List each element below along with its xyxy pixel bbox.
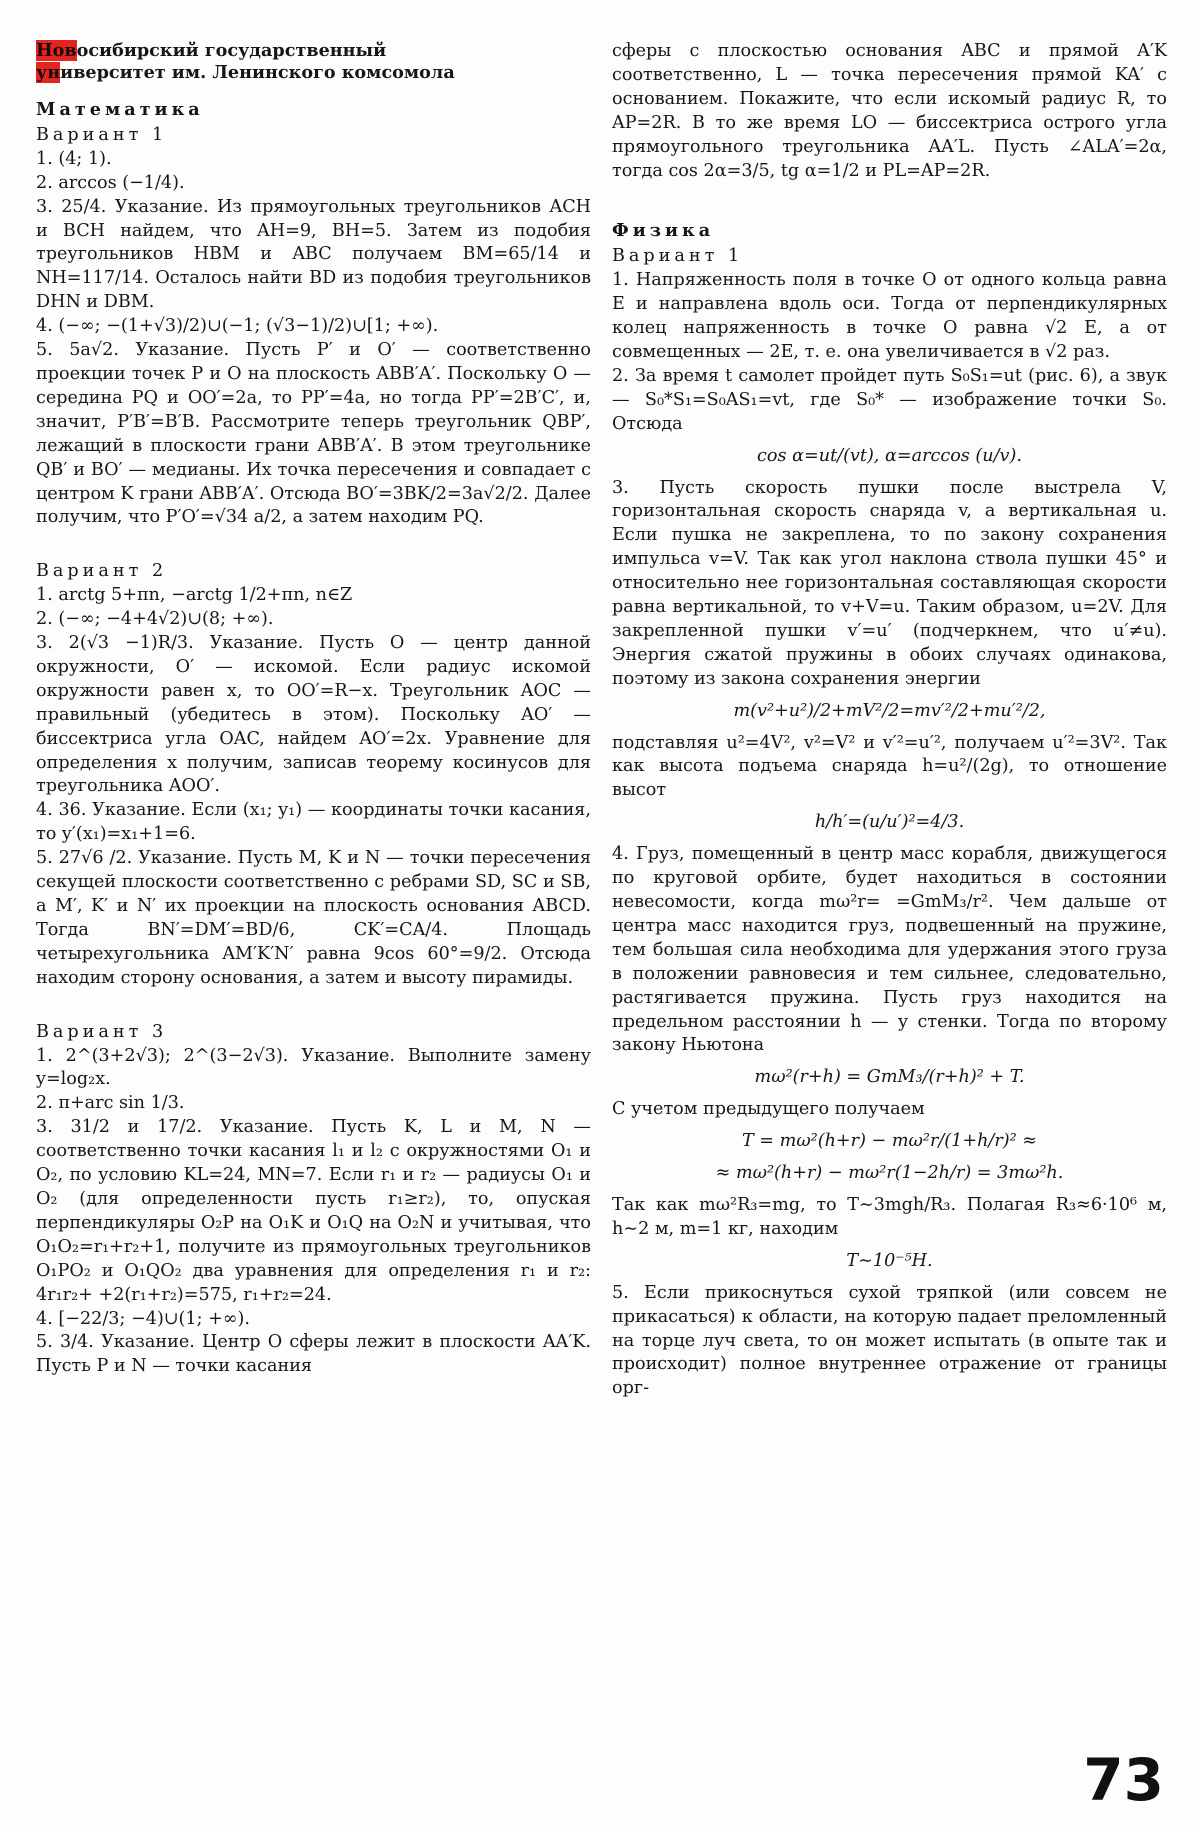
header-red-mark: Нов [36,40,77,61]
physics-answer: 5. Если прикоснуться сухой тряпкой (или совсем не прикасаться) к области, на которую падает преломленный на торце луч света, то он может испытать (в опыте так и происходит) полное внутреннее отражение от границы орг- [612,1282,1167,1399]
answer-item: 3. 31/2 и 17/2. Указание. Пусть K, L и M, N — соответственно точки касания l₁ и l₂ с окружностями O₁ и O₂, по условию KL=24, MN=7. Если r₁ и r₂ — радиусы O₁ и O₂ (для определенности пусть r₁≥r₂), то, опуская перпендикуляры O₂P на O₁K и O₁Q на O₂N и учитывая, что O₁O₂=r₁+r₂+1, получите из прямоугольных треугольников O₁PO₂ и O₁QO₂ два уравнения для определения r₁ и r₂: 4r₁r₂+ +2(r₁+r₂)=575, r₁+r₂=24. [36,1117,592,1305]
answer-item: 4. [−22/3; −4)∪(1; +∞). [36,1308,250,1329]
physics-answer: 2. За время t самолет пройдет путь S₀S₁=ut (рис. 6), а звук — S₀*S₁=S₀AS₁=vt, где S₀* — изображение точки S₀. Отсюда [612,365,1167,434]
answer-item: 3. 2(√3 −1)R/3. Указание. Пусть O — центр данной окружности, O′ — искомой. Если радиус искомой окружности равен x, то OO′=R−x. Треугольник AOC — правильный (убедитесь в этом). Поскольку AO′ — биссектриса угла OAC, найдем AO′=2x. Уравнение для определения x получим, записав теорему косинусов для треугольника AOO′. [36,633,591,797]
formula: mω²(r+h) = GmM₃/(r+h)² + T. [754,1067,1025,1088]
page-number: 73 [1083,1746,1164,1814]
physics-answer: 1. Напряженность поля в точке O от одного кольца равна E и направлена вдоль оси. Тогда от перпендикулярных колец напряженность в точке O равна √2 E, а от совмещенных — 2E, т. е. она увеличивается в √2 раз. [612,270,1167,362]
answer-item: 5. 5a√2. Указание. Пусть P′ и O′ — соответственно проекции точек P и O на плоскость ABB′A′. Поскольку O — середина PQ и OO′=2a, то PP′=4a, но тогда PP′=2B′C′, и, значит, P′B′=B′B. Рассмотрите теперь треугольник QBP′, лежащий в плоскости грани ABB′A′. В этом треугольнике QB′ и BO′ — медианы. Их точка пересечения и совпадает с центром K грани ABB′A′. Отсюда BO′=3BK/2=3a√2/2. Далее получим, что P′O′=√34 a/2, а затем находим PQ. [36,340,591,528]
physics-answer: Так как mω²R₃=mg, то T∼3mgh/R₃. Полагая R₃≈6·10⁶ м, h∼2 м, m=1 кг, находим [612,1194,1167,1239]
answer-item: 1. arctg 5+πn, −arctg 1/2+πn, n∈Z [36,585,353,606]
university-header: Новосибирский государственный университет им. Ленинского комсомола [36,40,455,83]
variant-2-title: Вариант 2 [36,561,168,582]
answer-item: 4. 36. Указание. Если (x₁; y₁) — координаты точки касания, то y′(x₁)=x₁+1=6. [36,800,591,845]
answer-item: 5. 27√6 /2. Указание. Пусть M, K и N — точки пересечения секущей плоскости соответственно с ребрами SD, SC и SB, а M′, K′ и N′ их проекции на плоскость основания ABCD. Тогда BN′=DM′=BD/6, CK′=CA/4. Площадь четырехугольника AM′K′N′ равна 9cos 60°=9/2. Отсюда находим сторону основания, а затем и высоту пирамиды. [36,848,591,988]
right-column [612,40,1167,1401]
left-column [36,40,591,1379]
physics-answer: 3. Пусть скорость пушки после выстрела V, горизонтальная скорость снаряда v, а вертикальная u. Если пушка не закреплена, то по закону сохранения импульса v=V. Так как угол наклона ствола пушки 45° и относительно нее горизонтальная составляющая скорости равна вертикальной, то v+V=u. Таким образом, u=2V. Для закрепленной пушки v′=u′ (подчеркнем, что u′≠u). Энергия сжатой пружины в обоих случаях одинакова, поэтому из закона сохранения энергии [612,477,1167,689]
formula: cos α=ut/(vt), α=arccos (u/v). [757,445,1022,466]
answer-item: 1. (4; 1). [36,148,112,169]
physics-answer: подставляя u²=4V², v²=V² и v′²=u′², получаем u′²=3V². Так как высота подъема снаряда h=u²/(2g), то отношение высот [612,732,1167,801]
physics-answer: С учетом предыдущего получаем [612,1099,925,1120]
answer-item: 3. 25/4. Указание. Из прямоугольных треугольников ACH и BCH найдем, что AH=9, BH=5. Затем из подобия треугольников HBM и ABC получаем BM=65/14 и NH=117/14. Осталось найти BD из подобия треугольников DHN и DBM. [36,196,591,313]
physics-section-title: Физика [612,220,715,242]
formula: m(v²+u²)/2+mV²/2=mv′²/2+mu′²/2, [733,700,1046,721]
formula: T = mω²(h+r) − mω²r/(1+h/r)² ≈ [741,1131,1038,1152]
answer-item: 1. 2^(3+2√3); 2^(3−2√3). Указание. Выполните замену y=log₂x. [36,1045,591,1090]
physics-answer: 4. Груз, помещенный в центр масс корабля, движущегося по круговой орбите, будет находиться в состоянии невесомости, когда mω²r= =GmM₃/r². Чем дальше от центра масс находится груз, подвешенный на пружине, тем большая сила необходима для удержания этого груза в положении равновесия и тем сильнее, следовательно, растягивается пружина. Пусть груз находится на предельном расстоянии h — у стенки. Тогда по второму закону Ньютона [612,844,1167,1056]
answer-item: 5. 3/4. Указание. Центр O сферы лежит в плоскости AA′K. Пусть P и N — точки касания [36,1332,591,1377]
formula: h/h′=(u/u′)²=4/3. [814,812,965,833]
answer-item: 2. (−∞; −4+4√2)∪(8; +∞). [36,609,274,630]
formula: T∼10⁻⁵Н. [846,1250,933,1271]
variant-1-title: Вариант 1 [36,124,168,145]
answer-item: 2. arccos (−1/4). [36,172,185,193]
formula: ≈ mω²(h+r) − mω²r(1−2h/r) = 3mω²h. [715,1163,1064,1184]
math-section-title: Математика [36,99,204,120]
math-continuation: сферы с плоскостью основания ABC и прямой A′K соответственно, L — точка пересечения прямой KA′ с основанием. Покажите, что если искомый радиус R, то AP=2R. В то же время LO — биссектриса острого угла прямоугольного треугольника AA′L. Пусть ∠ALA′=2α, тогда cos 2α=3/5, tg α=1/2 и PL=AP=2R. [612,41,1167,181]
answer-item: 2. π+arc sin 1/3. [36,1093,185,1114]
answer-item: 4. (−∞; −(1+√3)/2)∪(−1; (√3−1)/2)∪[1; +∞). [36,316,439,337]
physics-variant-1-title: Вариант 1 [612,246,744,267]
variant-3-title: Вариант 3 [36,1021,168,1042]
